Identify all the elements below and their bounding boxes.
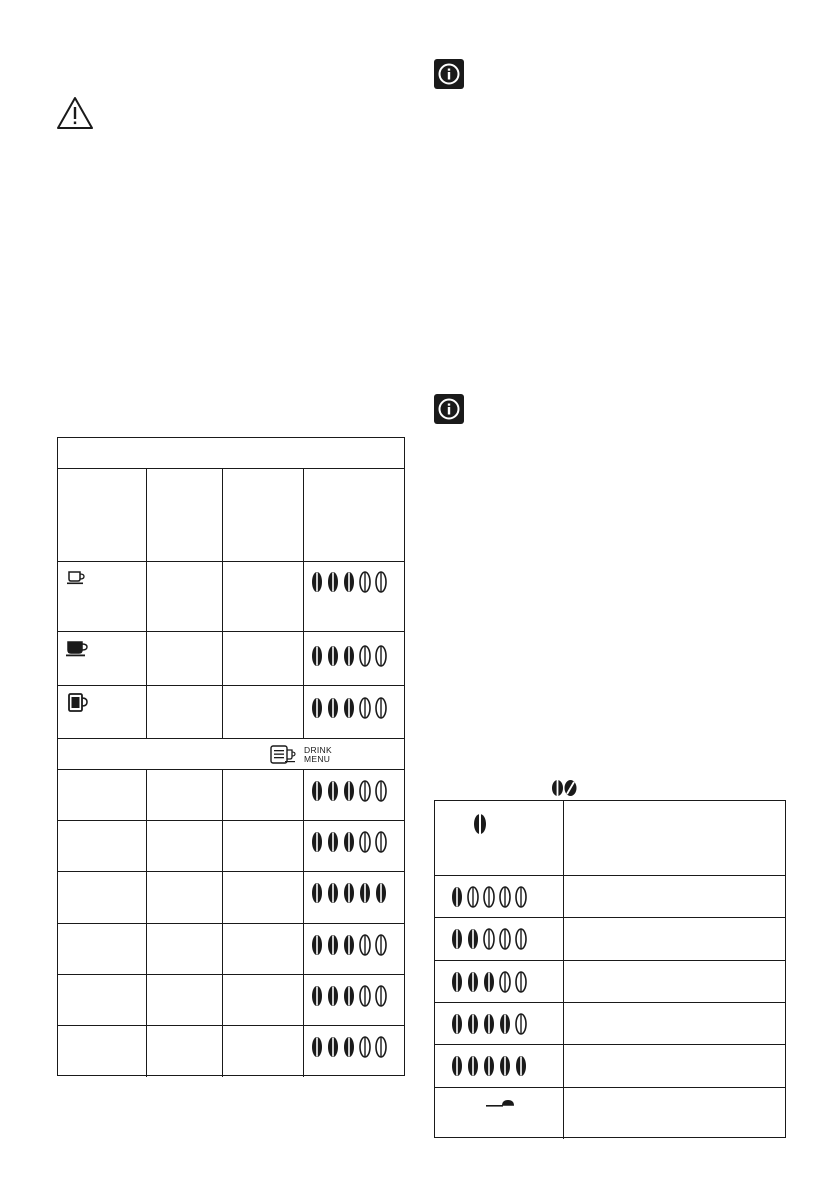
table-rule xyxy=(58,468,404,469)
filled-bean-icon xyxy=(482,971,496,993)
table-rule xyxy=(435,875,785,876)
filled-bean-icon xyxy=(342,1036,356,1058)
filled-bean-icon xyxy=(310,831,324,853)
empty-bean-icon xyxy=(374,645,388,667)
empty-bean-icon xyxy=(374,831,388,853)
table-rule xyxy=(58,685,404,686)
strength-indicator xyxy=(310,645,388,667)
table-rule xyxy=(58,1025,404,1026)
strength-indicator xyxy=(310,697,388,719)
filled-bean-icon xyxy=(310,934,324,956)
empty-bean-icon xyxy=(358,934,372,956)
drink-menu-label-line1: DRINK xyxy=(304,744,332,755)
table-rule xyxy=(222,468,223,738)
strength-level-indicator xyxy=(450,886,528,908)
empty-bean-icon xyxy=(514,928,528,950)
filled-bean-icon xyxy=(498,1055,512,1077)
empty-bean-icon xyxy=(358,780,372,802)
empty-bean-icon xyxy=(358,645,372,667)
empty-bean-icon xyxy=(514,971,528,993)
filled-bean-icon xyxy=(310,645,324,667)
empty-bean-icon xyxy=(374,697,388,719)
filled-bean-icon xyxy=(310,571,324,593)
filled-bean-icon xyxy=(450,1013,464,1035)
empty-bean-icon xyxy=(514,1013,528,1035)
strength-level-indicator xyxy=(450,1055,528,1077)
strength-indicator xyxy=(310,985,388,1007)
warning-triangle-icon xyxy=(56,96,94,130)
empty-bean-icon xyxy=(374,934,388,956)
filled-bean-icon xyxy=(326,934,340,956)
filled-bean-icon xyxy=(342,831,356,853)
table-rule xyxy=(58,561,404,562)
table-rule xyxy=(435,917,785,918)
strength-level-indicator xyxy=(450,1013,528,1035)
empty-bean-icon xyxy=(358,697,372,719)
filled-bean-icon xyxy=(326,645,340,667)
filled-bean-icon xyxy=(342,645,356,667)
empty-bean-icon xyxy=(358,831,372,853)
table-rule xyxy=(58,974,404,975)
table-rule xyxy=(58,738,404,739)
table-rule xyxy=(435,1044,785,1045)
table-rule xyxy=(435,1087,785,1088)
drink-settings-table xyxy=(57,437,405,1076)
filled-bean-icon xyxy=(326,882,340,904)
info-icon xyxy=(434,394,464,424)
empty-bean-icon xyxy=(514,886,528,908)
strength-legend-table xyxy=(434,800,786,1138)
strength-level-indicator xyxy=(450,928,528,950)
empty-bean-icon xyxy=(482,928,496,950)
empty-bean-icon xyxy=(482,886,496,908)
table-rule xyxy=(146,769,147,1077)
table-rule xyxy=(303,769,304,1077)
table-rule xyxy=(58,923,404,924)
filled-bean-icon xyxy=(498,1013,512,1035)
filled-bean-icon xyxy=(310,985,324,1007)
filled-bean-icon xyxy=(310,882,324,904)
empty-bean-icon xyxy=(498,971,512,993)
filled-bean-icon xyxy=(374,882,388,904)
filled-bean-icon xyxy=(358,882,372,904)
table-rule xyxy=(146,468,147,738)
pre-ground-spoon-icon xyxy=(485,1099,515,1111)
empty-bean-icon xyxy=(498,928,512,950)
strength-indicator xyxy=(310,1036,388,1058)
filled-bean-icon xyxy=(310,780,324,802)
table-rule xyxy=(58,631,404,632)
coffee-bean-pair-icon xyxy=(551,779,579,797)
filled-bean-icon xyxy=(450,971,464,993)
filled-bean-icon xyxy=(466,928,480,950)
empty-bean-icon xyxy=(374,985,388,1007)
filled-bean-icon xyxy=(310,697,324,719)
filled-bean-icon xyxy=(466,971,480,993)
table-rule xyxy=(58,769,404,770)
strength-indicator xyxy=(310,780,388,802)
filled-bean-icon xyxy=(450,1055,464,1077)
filled-bean-icon xyxy=(326,831,340,853)
filled-bean-icon xyxy=(482,1013,496,1035)
empty-bean-icon xyxy=(374,780,388,802)
filled-bean-icon xyxy=(326,985,340,1007)
strength-indicator xyxy=(310,934,388,956)
filled-bean-icon xyxy=(326,697,340,719)
strength-indicator xyxy=(310,571,388,593)
table-rule xyxy=(58,871,404,872)
filled-bean-icon xyxy=(466,1055,480,1077)
filled-bean-icon xyxy=(450,928,464,950)
table-rule xyxy=(222,769,223,1077)
empty-bean-icon xyxy=(358,985,372,1007)
filled-bean-icon xyxy=(342,571,356,593)
coffee-cup-icon xyxy=(66,639,90,657)
info-icon xyxy=(434,59,464,89)
table-rule xyxy=(58,820,404,821)
filled-bean-icon xyxy=(466,1013,480,1035)
filled-bean-icon xyxy=(342,985,356,1007)
empty-bean-icon xyxy=(466,886,480,908)
filled-bean-icon xyxy=(342,780,356,802)
filled-bean-icon xyxy=(326,1036,340,1058)
filled-bean-icon xyxy=(342,934,356,956)
filled-bean-icon xyxy=(482,1055,496,1077)
empty-bean-icon xyxy=(374,1036,388,1058)
strength-indicator xyxy=(310,831,388,853)
strength-indicator xyxy=(310,882,388,904)
strength-level-indicator xyxy=(450,971,528,993)
filled-bean-icon xyxy=(326,780,340,802)
filled-bean-icon xyxy=(310,1036,324,1058)
table-rule xyxy=(563,801,564,1139)
table-rule xyxy=(303,468,304,738)
empty-bean-icon xyxy=(358,1036,372,1058)
mug-icon xyxy=(67,693,89,713)
filled-bean-icon xyxy=(450,886,464,908)
table-rule xyxy=(435,1002,785,1003)
espresso-cup-icon xyxy=(66,569,88,585)
filled-bean-icon xyxy=(514,1055,528,1077)
empty-bean-icon xyxy=(374,571,388,593)
single-bean-icon xyxy=(473,813,487,835)
filled-bean-icon xyxy=(342,882,356,904)
table-rule xyxy=(435,960,785,961)
empty-bean-icon xyxy=(498,886,512,908)
drink-menu-button-label xyxy=(270,745,332,764)
drink-menu-label-line2: MENU xyxy=(304,753,331,764)
filled-bean-icon xyxy=(326,571,340,593)
drink-menu-icon xyxy=(270,745,300,764)
filled-bean-icon xyxy=(342,697,356,719)
empty-bean-icon xyxy=(358,571,372,593)
